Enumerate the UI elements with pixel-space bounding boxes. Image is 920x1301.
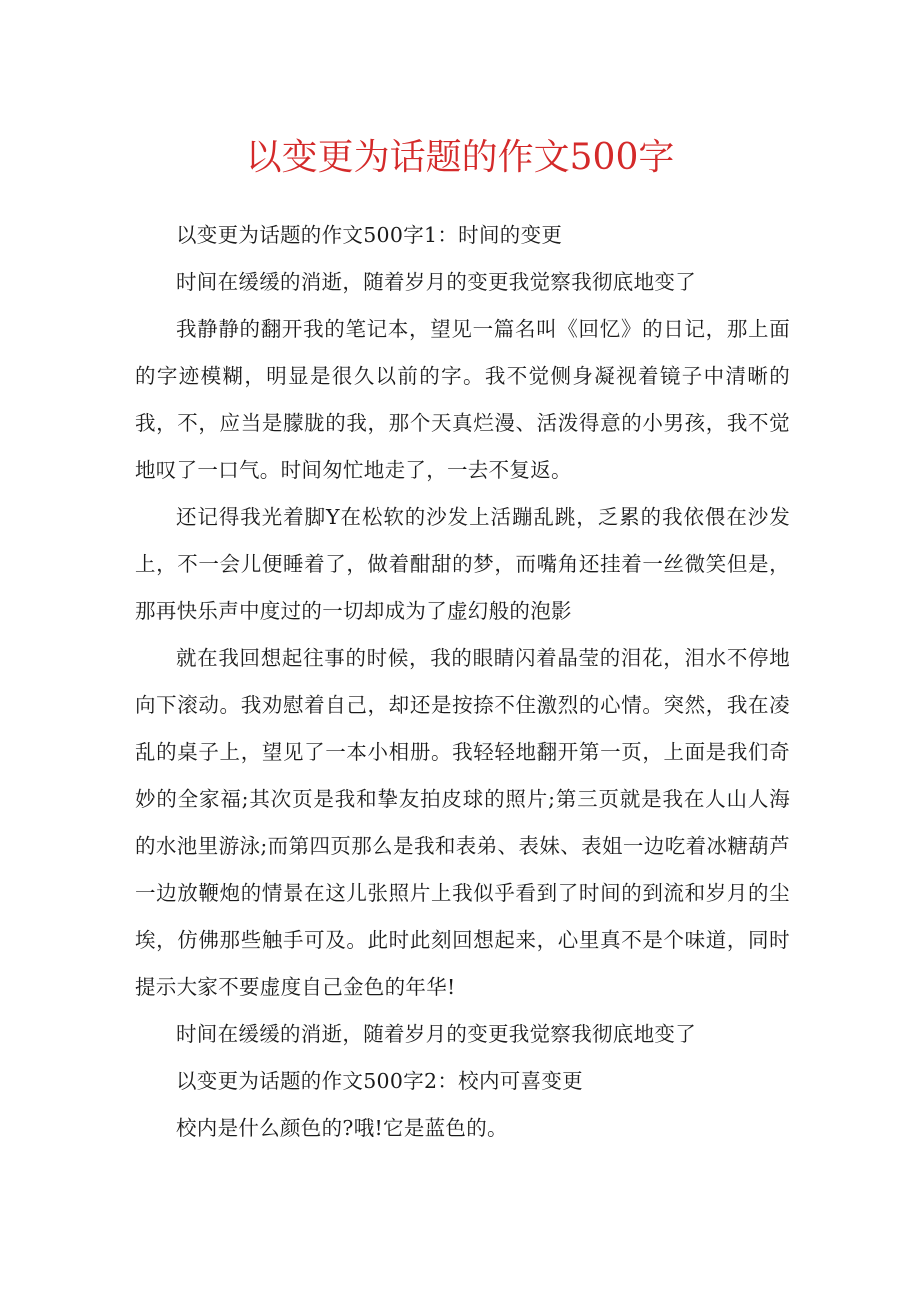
paragraph: 还记得我光着脚Y在松软的沙发上活蹦乱跳，乏累的我依偎在沙发上，不一会儿便睡着了，做着酣甜的梦，而嘴角还挂着一丝微笑但是，那再快乐声中度过的一切却成为了虚幻般的泡影 bbox=[135, 505, 790, 623]
article-body bbox=[135, 212, 790, 1152]
page-title: 以变更为话题的作文500字 bbox=[245, 137, 675, 178]
paragraph: 我静静的翻开我的笔记本，望见一篇名叫《回忆》的日记，那上面的字迹模糊，明显是很久以前的字。我不觉侧身凝视着镜子中清晰的我，不，应当是朦胧的我，那个天真烂漫、活泼得意的小男孩，我不觉地叹了一口气。时间匆忙地走了，一去不复返。 bbox=[135, 317, 790, 482]
section-heading-1: 以变更为话题的作文500字1：时间的变更 bbox=[176, 223, 563, 247]
paragraph: 时间在缓缓的消逝，随着岁月的变更我觉察我彻底地变了 bbox=[176, 270, 696, 294]
paragraph: 时间在缓缓的消逝，随着岁月的变更我觉察我彻底地变了 bbox=[176, 1022, 696, 1046]
section-heading-2: 以变更为话题的作文500字2：校内可喜变更 bbox=[176, 1069, 583, 1093]
paragraph: 校内是什么颜色的?哦!它是蓝色的。 bbox=[176, 1116, 508, 1140]
paragraph: 就在我回想起往事的时候，我的眼睛闪着晶莹的泪花，泪水不停地向下滚动。我劝慰着自己，却还是按捺不住激烈的心情。突然，我在凌乱的桌子上，望见了一本小相册。我轻轻地翻开第一页，上面是我们奇妙的全家福;其次页是我和挚友拍皮球的照片;第三页就是我在人山人海的水池里游泳;而第四页那么是我和表弟、表妹、表姐一边吃着冰糖葫芦一边放鞭炮的情景在这儿张照片上我似乎看到了时间的到流和岁月的尘埃，仿佛那些触手可及。此时此刻回想起来，心里真不是个味道，同时提示大家不要虚度自己金色的年华! bbox=[135, 646, 790, 999]
